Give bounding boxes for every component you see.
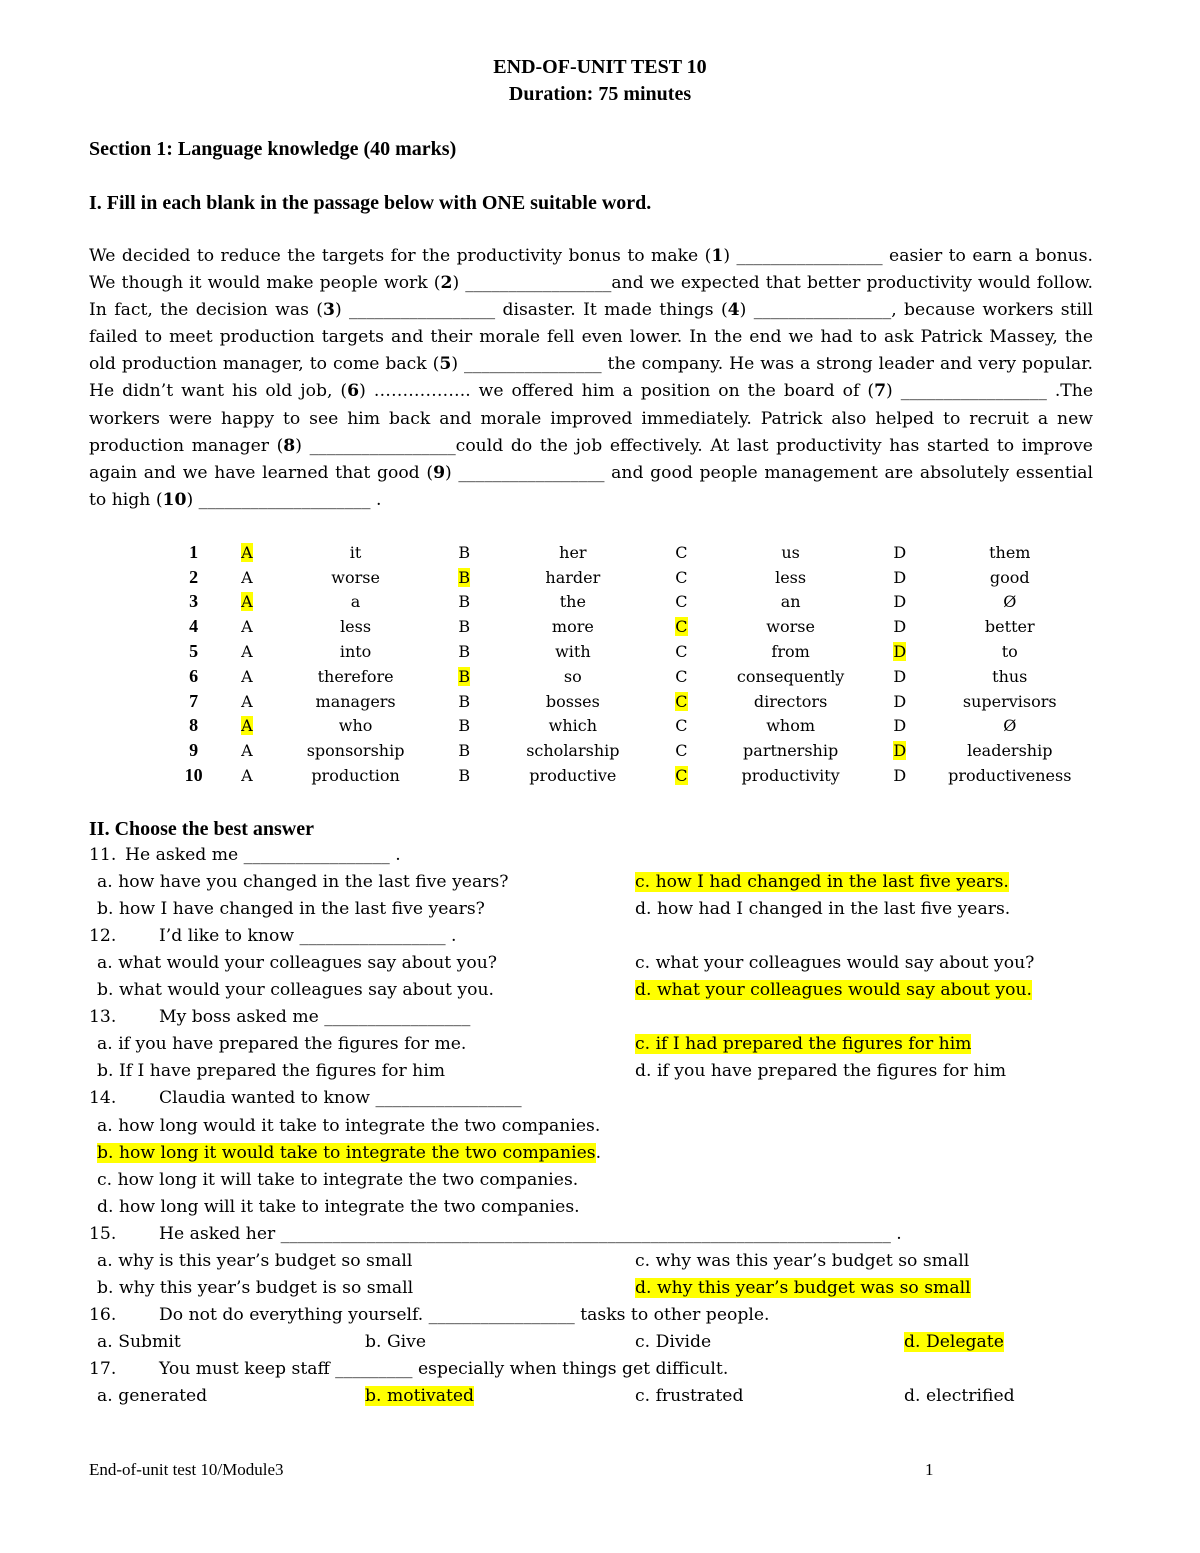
option-letter-b[interactable]: B — [458, 592, 471, 612]
option-word-a[interactable]: who — [338, 716, 373, 736]
question-number: 3 — [189, 591, 199, 612]
option-word-c[interactable]: productivity — [741, 766, 840, 786]
question-line — [89, 845, 1099, 872]
page-title: END-OF-UNIT TEST 10 — [493, 56, 707, 78]
answer-option[interactable]: a. what would your colleagues say about you? — [97, 953, 498, 974]
answer-option[interactable]: a. how long would it take to integrate the two companies. — [97, 1115, 601, 1136]
option-letter-d[interactable]: D — [893, 542, 907, 562]
question-text: My boss asked me _________________ — [159, 1007, 471, 1028]
option-word-a[interactable]: into — [339, 642, 372, 662]
option-word-b[interactable]: more — [551, 617, 594, 637]
option-row — [160, 614, 1100, 639]
option-row — [160, 590, 1100, 615]
answer-option[interactable]: b. why this year’s budget is so small — [97, 1277, 414, 1298]
page-number: 1 — [925, 1460, 934, 1479]
option-letter-b[interactable]: B — [458, 691, 471, 711]
answer-option[interactable]: b. how I have changed in the last five years? — [97, 899, 485, 920]
option-word-c[interactable]: an — [780, 592, 801, 612]
answer-option[interactable]: b. what would your colleagues say about you. — [97, 980, 495, 1001]
answer-option[interactable]: c. how long it will take to integrate the two companies. — [97, 1169, 579, 1190]
option-letter-b[interactable]: B — [458, 642, 471, 662]
question-line — [89, 1088, 1099, 1115]
option-letter-c[interactable]: C — [675, 766, 688, 786]
option-letter-c[interactable]: C — [675, 691, 688, 711]
question-number: 11. — [89, 845, 117, 865]
answer-option[interactable]: a. why is this year’s budget so small — [97, 1250, 413, 1271]
option-word-d[interactable]: them — [989, 542, 1031, 562]
option-letter-a[interactable]: A — [241, 592, 253, 612]
option-row — [160, 689, 1100, 714]
option-word-d[interactable]: productiveness — [948, 766, 1072, 786]
section-1-title: Section 1: Language knowledge (40 marks) — [89, 138, 457, 160]
question-number: 6 — [189, 665, 199, 686]
question-text: He asked me _________________ . — [125, 845, 401, 865]
option-letter-a[interactable]: A — [241, 617, 253, 637]
option-word-d[interactable]: Ø — [1003, 716, 1017, 736]
option-letter-a[interactable]: A — [241, 741, 253, 761]
option-word-a[interactable]: managers — [315, 691, 396, 711]
question-number: 7 — [189, 690, 199, 711]
option-letter-d[interactable]: D — [893, 642, 907, 662]
answer-option[interactable]: b. motivated — [365, 1386, 475, 1406]
question-number: 4 — [189, 616, 199, 637]
question-line — [89, 926, 1099, 953]
answer-option[interactable]: c. what your colleagues would say about you? — [635, 953, 1035, 974]
option-row — [160, 639, 1100, 664]
question-line — [89, 1359, 1099, 1386]
options-table — [160, 540, 1100, 788]
option-letter-c[interactable]: C — [675, 592, 688, 612]
answer-option[interactable]: c. frustrated — [635, 1386, 744, 1406]
option-word-b[interactable]: bosses — [545, 691, 600, 711]
duration-label: Duration: 75 minutes — [508, 83, 692, 105]
option-letter-b[interactable]: B — [458, 666, 471, 686]
option-letter-d[interactable]: D — [893, 567, 907, 587]
answer-option[interactable]: d. if you have prepared the figures for him — [635, 1061, 1007, 1082]
answer-option[interactable]: b. how long it would take to integrate the two companies. — [97, 1142, 602, 1163]
option-letter-c[interactable]: C — [675, 666, 688, 686]
option-letter-c[interactable]: C — [675, 617, 688, 637]
answer-option[interactable]: a. if you have prepared the figures for me. — [97, 1034, 467, 1055]
option-word-c[interactable]: consequently — [736, 666, 845, 686]
option-row — [160, 664, 1100, 689]
answer-option[interactable]: c. Divide — [635, 1331, 712, 1352]
part-2-title: II. Choose the best answer — [89, 818, 314, 840]
option-letter-b[interactable]: B — [458, 567, 471, 587]
option-word-b[interactable]: which — [548, 716, 598, 736]
option-word-c[interactable]: partnership — [743, 741, 839, 761]
answer-option[interactable]: b. Give — [365, 1331, 427, 1352]
option-word-d[interactable]: Ø — [1003, 592, 1017, 612]
question-number: 12. — [89, 926, 117, 947]
answer-option[interactable]: d. what your colleagues would say about you. — [635, 980, 1033, 1001]
question-text: I’d like to know _________________ . — [159, 926, 457, 947]
option-letter-d[interactable]: D — [893, 666, 907, 686]
question-number: 2 — [189, 566, 199, 587]
option-letter-c[interactable]: C — [675, 567, 688, 587]
answer-option[interactable]: a. how have you changed in the last five years? — [97, 872, 509, 893]
option-word-a[interactable]: worse — [331, 567, 380, 587]
option-word-c[interactable]: from — [771, 642, 810, 662]
answer-option[interactable]: d. Delegate — [904, 1331, 1004, 1352]
answer-option[interactable]: c. why was this year’s budget so small — [635, 1250, 970, 1271]
option-word-a[interactable]: sponsorship — [306, 741, 405, 761]
option-letter-a[interactable]: A — [241, 567, 253, 587]
answer-option[interactable]: d. how long will it take to integrate the two companies. — [97, 1196, 580, 1217]
option-letter-b[interactable]: B — [458, 716, 471, 736]
option-letter-b[interactable]: B — [458, 617, 471, 637]
option-word-c[interactable]: worse — [766, 617, 815, 637]
option-word-b[interactable]: with — [555, 642, 591, 662]
question-text: Do not do everything yourself. _________________ tasks to other people. — [159, 1304, 770, 1325]
option-letter-d[interactable]: D — [893, 691, 907, 711]
option-word-b[interactable]: the — [559, 592, 586, 612]
option-word-a[interactable]: production — [311, 766, 400, 786]
option-word-b[interactable]: harder — [545, 567, 601, 587]
answer-option[interactable]: d. why this year’s budget was so small — [635, 1277, 971, 1298]
option-letter-a[interactable]: A — [241, 691, 253, 711]
option-word-c[interactable]: less — [775, 567, 807, 587]
option-letter-c[interactable]: C — [675, 642, 688, 662]
option-word-d[interactable]: to — [1001, 642, 1018, 662]
option-row — [160, 738, 1100, 763]
option-word-d[interactable]: good — [989, 567, 1030, 587]
option-letter-a[interactable]: A — [241, 716, 253, 736]
option-word-b[interactable]: her — [559, 542, 587, 562]
answer-option[interactable]: c. how I had changed in the last five years. — [635, 872, 1009, 893]
option-letter-b[interactable]: B — [458, 766, 471, 786]
option-word-c[interactable]: whom — [766, 716, 816, 736]
answer-option[interactable]: a. Submit — [97, 1331, 181, 1352]
question-number: 8 — [189, 715, 199, 736]
question-text: You must keep staff _________ especially when things get difficult. — [159, 1358, 729, 1379]
option-letter-a[interactable]: A — [241, 542, 253, 562]
question-text: Claudia wanted to know _________________ — [159, 1088, 522, 1109]
option-word-b[interactable]: scholarship — [526, 741, 620, 761]
question-number: 1 — [189, 541, 199, 562]
question-line — [89, 1007, 1099, 1034]
option-word-a[interactable]: a — [350, 592, 361, 612]
option-letter-a[interactable]: A — [241, 666, 253, 686]
option-letter-c[interactable]: C — [675, 741, 688, 761]
option-letter-c[interactable]: C — [675, 716, 688, 736]
option-word-a[interactable]: less — [340, 617, 372, 637]
question-number: 14. — [89, 1088, 117, 1109]
question-line — [89, 1305, 1099, 1332]
option-letter-c[interactable]: C — [675, 542, 688, 562]
option-row — [160, 714, 1100, 739]
option-letter-d[interactable]: D — [893, 716, 907, 736]
fill-in-passage: We decided to reduce the targets for the productivity bonus to make (1) _________________ easier to earn a bonus. We though it would make people work (2) _________________and we expected that better productivity would follow. In fact, the decision was (3) _________________ disaster. It made things (4) ________________, because workers still failed to meet production targets and their morale fell even lower. In the end we had to ask Patrick Massey, the old production manager, to come back (5) ________________ the company. He was a strong leader and very popular. He didn’t want his old job, (6) …………….. we offered him a position on the board of (7) _________________ .The workers were happy to see him back and morale improved immediately. Patrick also helped to recruit a new production manager (8) _________________could do the job effectively. At last productivity has started to improve again and we have learned that good (9) _________________ and good people management are absolutely essential to high (10) ____________________ . — [89, 246, 1093, 510]
option-word-b[interactable]: so — [563, 666, 582, 686]
part-1-title: I. Fill in each blank in the passage below with ONE suitable word. — [89, 192, 652, 214]
question-number: 9 — [189, 740, 199, 761]
footer-label: End-of-unit test 10/Module3 — [89, 1460, 284, 1479]
option-word-c[interactable]: directors — [753, 691, 828, 711]
question-number: 15. — [89, 1223, 117, 1244]
question-number: 13. — [89, 1007, 117, 1028]
option-letter-b[interactable]: B — [458, 741, 471, 761]
option-word-d[interactable]: thus — [992, 666, 1028, 686]
answer-option[interactable]: c. if I had prepared the figures for him — [635, 1034, 972, 1055]
answer-option[interactable]: d. electrified — [904, 1386, 1015, 1406]
option-letter-a[interactable]: A — [241, 766, 253, 786]
option-word-d[interactable]: leadership — [967, 741, 1053, 761]
option-word-a[interactable]: it — [349, 542, 362, 562]
answer-option[interactable]: a. generated — [97, 1386, 208, 1406]
question-number: 5 — [189, 641, 199, 662]
option-letter-d[interactable]: D — [893, 741, 907, 761]
option-word-c[interactable]: us — [781, 542, 800, 562]
option-letter-d[interactable]: D — [893, 617, 907, 637]
answer-option[interactable]: b. If I have prepared the figures for him — [97, 1061, 446, 1082]
option-letter-d[interactable]: D — [893, 766, 907, 786]
option-letter-d[interactable]: D — [893, 592, 907, 612]
option-row — [160, 763, 1100, 788]
option-word-a[interactable]: therefore — [317, 666, 394, 686]
question-number: 17. — [89, 1358, 117, 1379]
option-letter-b[interactable]: B — [458, 542, 471, 562]
option-row — [160, 540, 1100, 565]
option-word-d[interactable]: better — [984, 617, 1035, 637]
question-line — [89, 1224, 1099, 1251]
option-word-b[interactable]: productive — [529, 766, 617, 786]
question-number: 10 — [184, 765, 203, 786]
option-word-d[interactable]: supervisors — [962, 691, 1057, 711]
answer-option[interactable]: d. how had I changed in the last five years. — [635, 899, 1011, 920]
option-row — [160, 565, 1100, 590]
question-text: He asked her _______________________________________________________________________ . — [159, 1223, 902, 1244]
option-letter-a[interactable]: A — [241, 642, 253, 662]
question-number: 16. — [89, 1304, 117, 1325]
